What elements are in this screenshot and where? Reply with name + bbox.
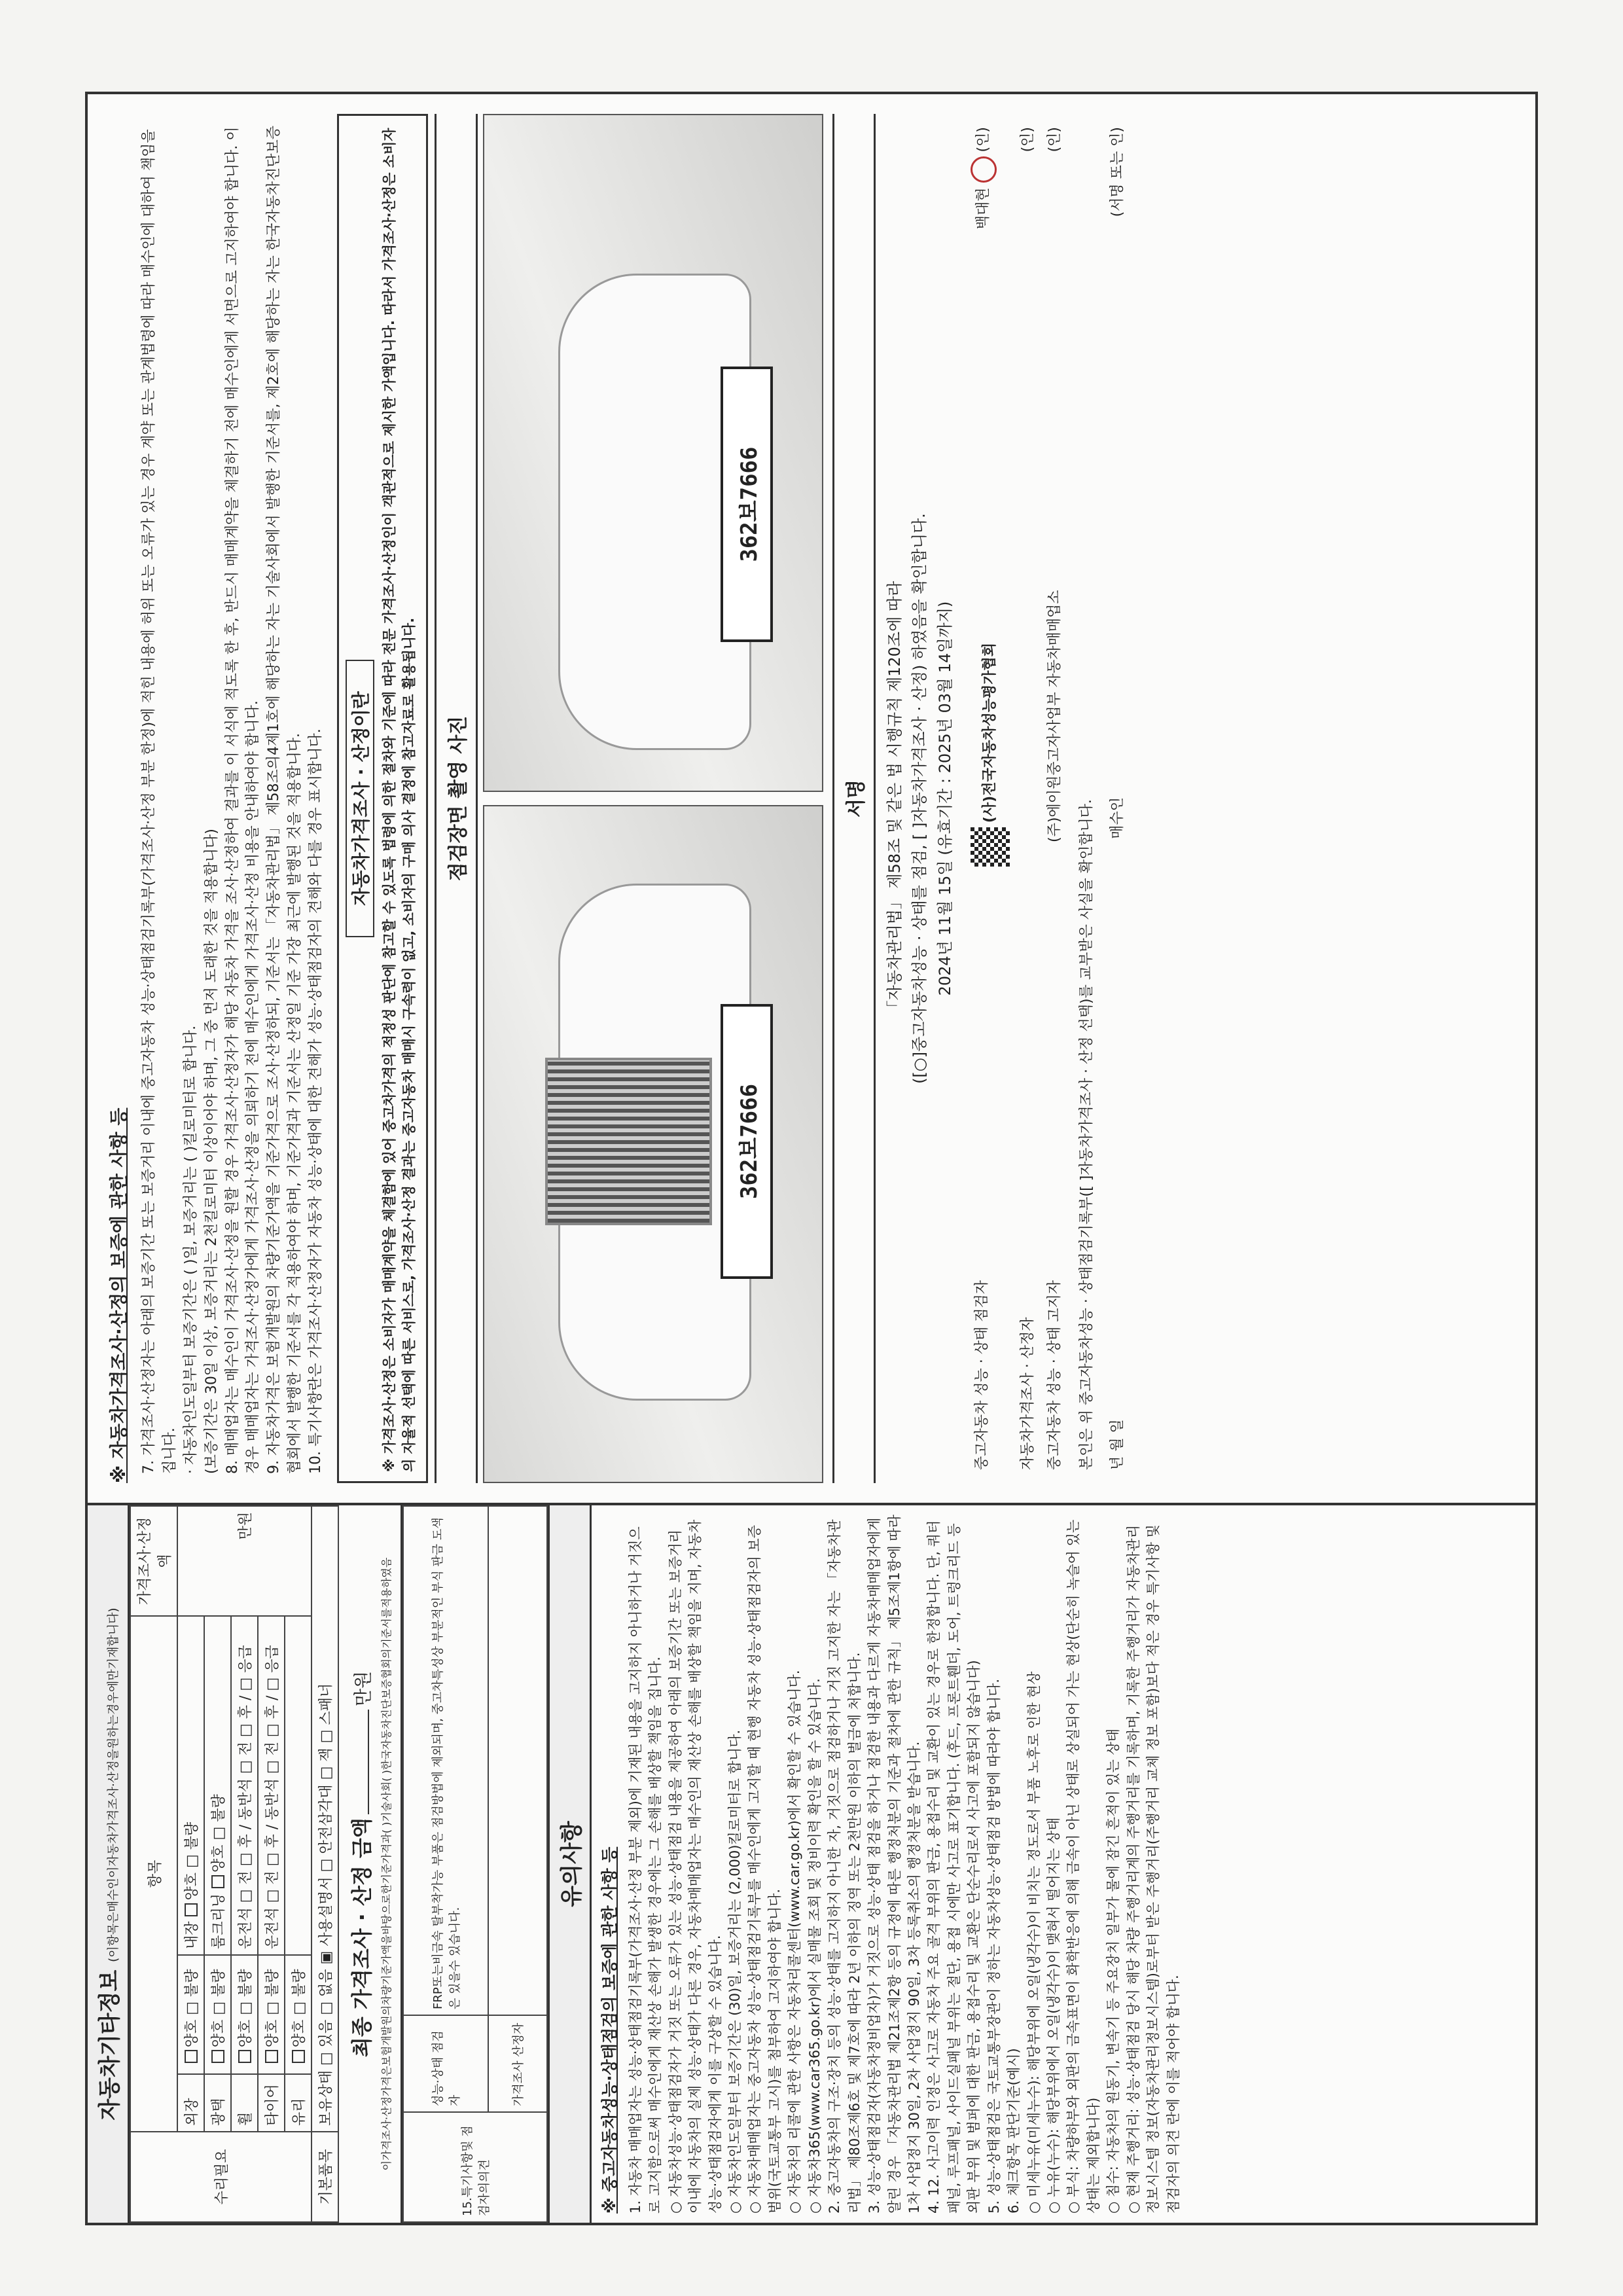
- row-label: 휠: [231, 2074, 258, 2132]
- row-options: [204, 1955, 231, 2074]
- row-label: 외장: [177, 2074, 204, 2132]
- notice-title: 유의사항: [548, 1505, 592, 2223]
- notice-item: 2. 중고자동차의 구조·장치 등의 성능·상태를 고지하지 아니한 자, 거짓으로 점검하거나 거짓 고지한 자는 「자동차관리법」 제80조제6호 및 제7호에 따라 2년 이하의 징역 또는 2천만원 이하의 벌금에 처합니다.: [827, 1519, 863, 2214]
- other-info-table: [130, 1505, 339, 2223]
- price-cell[interactable]: [177, 1506, 312, 1616]
- confirm-line: 본인은 위 중고자동차성능 · 상태점검기록부([ ]자동차가격조사 · 산정 선택)를 교부받은 사실을 확인합니다.: [1079, 799, 1096, 1470]
- signer-mark[interactable]: (인): [1046, 127, 1063, 152]
- row-options-text: 양호 □ 불량: [291, 1969, 308, 2048]
- final-price-title: 최종 가격조사 · 산정 금액: [349, 1818, 374, 2058]
- notice-item: 1. 자동차 매매업자는 성능·상태점검기록부(가격조사·산정 부분 제외)에 기재된 내용을 고지하지 아니하거나 거짓으로 고지함으로써 매수인에게 재산상 손해가 발생한 경우에는 그 손해를 배상할 책임을 집니다.: [627, 1526, 664, 2214]
- notice-item: ○ 자동차인도일부터 보증기간은 (30)일, 보증거리는 (2,000)킬로미터로 합니다.: [727, 1729, 743, 2214]
- org-name-text: (사)전국자동차성능평가협회: [982, 643, 999, 823]
- row-options: [231, 1955, 258, 2074]
- notice-item: ○ 자동차매매업자는 중고자동차 성능·상태점검기록부를 매수인에게 고지할 때 현행 자동차 성능·상태점검자의 보증범위(국토교통부 고시)를 첨부하여 고지하여야 합니다.: [747, 1525, 783, 2214]
- guarantee-item: 7. 가격조사·산정자는 아래의 보증기간 또는 보증거리 이내에 중고자동차 성능·상태점검기록부(가격조사·산정 부분 한정)에 적힌 내용에 허위 또는 오류가 있는 경우 계약 또는 관계법령에 따라 매수인에 대하여 책임을 집니다.: [141, 129, 178, 1474]
- checkbox[interactable]: [238, 2050, 251, 2063]
- photos-title: 점검장면 촬영 사진: [435, 114, 478, 1483]
- row-options-text: 양호 □ 불량: [211, 1969, 227, 2048]
- guarantee-item: 10. 특기사항란은 가격조사·산정자가 자동차 성능·상태에 대한 견해가 성능·상태점검자의 견해와 다를 경우 표시합니다.: [308, 728, 325, 1474]
- license-plate: 362보7666: [721, 1004, 773, 1280]
- row-options-text: 양호 □ 불량: [264, 1969, 281, 2048]
- row-options: [177, 1955, 204, 2074]
- date-blank[interactable]: 년 월 일: [1109, 1419, 1126, 1470]
- row-mid-options: 양호 □ 불량: [211, 1794, 227, 1873]
- row-mid: [204, 1616, 231, 1955]
- license-plate: 362보7666: [721, 367, 773, 642]
- notice-item: ○ 현재 주행거리: 성능·상태점검 당시 해당 차량 주행거리계의 주행거리를 기록하며, 기록한 주행거리가 자동차관리정보시스템 정보(자동차관리정보시스템)로부터 받은 주행거리(주행거리 교체 정보 포함)보다 적은 경우 특기사항 및 점검자의 의견 란에 이를 적어야 합니다.: [1125, 1524, 1181, 2214]
- row-mid: 운전석 □ 전 □ 후 / 동반석 □ 전 □ 후 / □ 응급: [258, 1616, 285, 1955]
- choice-line: ([○]중고자동차성능 · 상태를 점검, [ ]자동차가격조사 · 산정) 하였음을 확인합니다.: [910, 513, 929, 1084]
- notice-item: 3. 성능·상태점검자(자동차정비업자)가 거짓으로 성능·상태 점검을 하거나 점검한 내용과 다르게 자동차매매업자에게 알린 경우 「자동차관리법 제21조제2항 등의 규정에 따른 행정처분의 기준과 절차에 관한 규칙」 제5조제1항에 따라 1차 사업정지 30일, 2차 사업정지 90일, 3차 등록취소의 행정처분을 받습니다.: [866, 1515, 922, 2214]
- checkbox[interactable]: [211, 2050, 224, 2063]
- left-panel: [88, 1503, 1535, 2223]
- price-info-text: ※ 가격조사·산정은 소비자가 매매계약을 체결함에 있어 중고차가격의 적정성 판단에 참고할 수 있도록 법령에 의한 절차와 기준에 따라 전문 가격조사·산정인이 객관적으로 제시한 가액입니다. 따라서 가격조사·산정은 소비자의 자율적 선택에 따른 서비스로, 가격조사·산정 결과는 중고자동차 매매시 구속력이 없고, 소비자의 구매 의사 결정에 참고자료로 활용됩니다.: [382, 128, 418, 1472]
- notice-item: ○ 자동차365(www.car365.go.kr)에서 실매물 조회 및 정비이력 확인을 할 수 있습니다.: [806, 1678, 823, 2214]
- row-label: 광택: [204, 2074, 231, 2132]
- notice-heading: ※ 중고자동차성능·상태점검의 보증에 관한 사항 등: [599, 1846, 619, 2214]
- notice-body: [592, 1505, 1188, 2223]
- guarantee-item: · 자동차인도일부터 보증기간은 ( )일, 보증거리는 ( )킬로미터로 합니다.: [182, 1025, 199, 1474]
- opinion-sub2: 가격조사 산정자: [488, 2015, 547, 2112]
- notice-item: ○ 미세누유(미세누수): 해당부위에 오일(냉각수)이 비치는 정도로서 부품 노후로 인한 현상: [1026, 1671, 1042, 2214]
- opinion-table: [402, 1505, 548, 2223]
- signer-row: [971, 127, 1010, 1470]
- inspection-form-sheet: [85, 92, 1538, 2225]
- row-mid: 운전석 □ 전 □ 후 / 동반석 □ 전 □ 후 / □ 응급: [231, 1616, 258, 1955]
- row-mid: [177, 1616, 204, 1955]
- checkbox[interactable]: [292, 2050, 305, 2063]
- row-options: [258, 1955, 285, 2074]
- row-mid: [285, 1616, 312, 1955]
- signature-title: 서명: [832, 114, 876, 1483]
- row-mid-label: 내장: [184, 1921, 200, 1950]
- checkbox[interactable]: [185, 1903, 198, 1916]
- basic-row: 보유상태 □ 있음 □ 없음 ▣ 사용설명서 □ 안전삼각대 □ 잭 □ 스패너: [312, 1506, 338, 2132]
- row-mid-label: 룸크리닝: [211, 1893, 227, 1950]
- law-line: 「자동차관리법」 제58조 및 같은 법 시행규칙 제120조에 따라: [885, 581, 904, 1016]
- final-price: [339, 1505, 402, 2223]
- final-price-unit: 만원: [352, 1670, 374, 1707]
- opinion-text[interactable]: FRP또는비금속 탈부착가능 부품은 점검방법에 제외되며, 중고차특성상 부분적인 부식 판금 도색은 있을수 있습니다.: [403, 1506, 488, 2015]
- price-guarantee-heading: ※ 자동차가격조사·산정의 보증에 관한 사항 등: [108, 1107, 130, 1483]
- signer-role: 중고자동차 성능 · 상태 고지자: [1046, 1280, 1063, 1470]
- guarantee-item: 8. 매매업자는 매수인이 가격조사·산정을 원할 경우 가격조사·산정자가 해당 자동차 가격을 조사·산정하여 결과를 이 서식에 적도록 한 후, 반드시 매매계약을 체결하기 전에 매수인에게 서면으로 고지하여야 합니다. 이 경우 매매업자는 가격조사·산정가에게 가격조사·산정을 의뢰하기 전에 매수인에게 가격조사·산정 비용을 안내하여야 합니다.: [224, 126, 262, 1474]
- qr-code-icon: [971, 827, 1010, 867]
- guarantee-item: (보증기간은 30일 이상, 보증거리는 2천킬로미터 이상이어야 하며, 그 중 먼저 도래한 것을 적용합니다): [203, 829, 220, 1474]
- org-name: [971, 643, 1010, 867]
- signer-name: 백대현: [975, 187, 992, 230]
- checkbox[interactable]: [211, 1875, 224, 1888]
- signer-mark[interactable]: (인): [1020, 127, 1037, 152]
- guarantee-item: 9. 자동차가격은 보험개발원의 차량기준가액을 기준가격으로 조사·산정하되, 기준서는 「자동차관리법」 제58조의4제1호에 해당하는 자는 기술사회에서 발행한 기준서를, 제2호에 해당하는 자는 한국자동차진단보증협회에서 발행한 기준서를 각 적용하여야 하며, 기준가격과 기준서는 산정일 기준 가장 최근에 발행된 것을 적용합니다.: [266, 125, 304, 1474]
- price-info-box: [337, 114, 428, 1483]
- opinion-sub1: 성능·상태 점검자: [403, 2015, 488, 2112]
- final-price-value[interactable]: [368, 1710, 369, 1814]
- buyer-label: 매수인: [1109, 797, 1126, 839]
- notice-item: 6. 체크항목 판단기준(예시): [1006, 2048, 1022, 2214]
- price-info-title: 자동차가격조사 · 산정이란: [346, 660, 374, 937]
- checkbox[interactable]: [265, 2050, 278, 2063]
- row-options-text: 양호 □ 불량: [238, 1969, 254, 2048]
- date-line: 2024년 11월 15일 (유효기간 : 2025년 03월 14일까지): [935, 601, 954, 996]
- signer-name: (주)에이원중고자사업부 자동차매매업소: [1046, 590, 1063, 842]
- notice-item: ○ 자동차의 리콜에 관한 사항은 자동차리콜센터(www.car.go.kr)에서 확인할 수 있습니다.: [787, 1670, 803, 2214]
- checkbox[interactable]: [185, 2050, 198, 2063]
- notice-item: 5. 성능·상태점검은 국토교통부장관이 정하는 자동차성능·상태점검 방법에 따라야 합니다.: [986, 1678, 1002, 2214]
- other-info-note: (이항목은매수인이자동차가격조사·산정을원하는경우에만기재합니다): [107, 1607, 120, 1962]
- row-label: 유리: [285, 2074, 312, 2132]
- row-options-text: 양호 □ 불량: [184, 1969, 200, 2048]
- signer-mark[interactable]: (인): [975, 127, 992, 152]
- price-unit: 만원: [238, 1512, 254, 1540]
- signer-role: 자동차가격조사 · 산정자: [1020, 1317, 1037, 1470]
- notice-item: ○ 부식: 차량하부와 외판의 금속표면이 화학반응에 의해 금속이 아닌 상태로 상실되어 가는 현상(단순히 녹슬어 있는 상태는 제외합니다): [1065, 1519, 1101, 2214]
- car-grille: [545, 1058, 713, 1225]
- opinion-text-price[interactable]: [488, 1506, 547, 2015]
- signer-row: [1043, 127, 1063, 1470]
- item-header: 항목: [130, 1616, 177, 2132]
- price-header: 가격조사·산정액: [130, 1506, 177, 1616]
- signature-section: [876, 114, 957, 1483]
- signer-role: 중고자동차 성능 · 상태 점검자: [974, 1280, 991, 1470]
- opinion-label: 15.특기사항및 점검자의의견: [403, 2112, 547, 2222]
- row-exterior: [177, 1506, 204, 2222]
- buyer-sign[interactable]: (서명 또는 인): [1109, 127, 1126, 217]
- row-mid-options: 양호 □ 불량: [184, 1821, 200, 1901]
- car-photo-side: [483, 114, 823, 792]
- other-info-title: [88, 1505, 130, 2223]
- notice-item: ○ 침수: 자동차의 원동기, 변속기 등 주요장치 일부가 물에 잠긴 흔적이 있는 상태: [1105, 1728, 1122, 2214]
- signer-row: [1016, 127, 1037, 1470]
- car-photo-front: [483, 805, 823, 1483]
- seal-stamp-icon: [971, 156, 997, 183]
- buyer-row: [1106, 127, 1126, 1470]
- notice-item: 4. 12. 사고이력 인정은 사고로 자동차 주요 골격 부위의 판금, 용접수리 및 교환이 있는 경우로 한정합니다. 단, 쿼터패널, 루프패널, 사이드실패널 부위는 절단, 용접 시에만 사고로 표기합니다. (후드, 프론트휀더, 도어, 트렁크리드 등 외판 부위 및 범퍼에 대한 판금, 용접수리 및 교환은 단순수리로서 사고에 포함되지 않습니다): [926, 1520, 982, 2214]
- price-guarantee-items: [135, 114, 330, 1483]
- repair-label: 수리필요: [130, 2132, 312, 2222]
- other-info-title-text: 자동차기타정보: [97, 1969, 123, 2121]
- notice-item: ○ 누유(누수): 해당부위에서 오일(냉각수)이 맺혀서 떨어지는 상태: [1046, 1817, 1062, 2214]
- notice-item: ○ 자동차성능·상태점검자가 거짓 또는 오류가 있는 성능·상태점검 내용을 제공하여 아래의 보증기간 또는 보증거리 이내에 자동차의 실제 성능·상태가 다른 경우, 자동차매매업자는 매수인의 재산상 손해를 배상할 책임을 지며, 자동차성능·상태점검자에게 이를 구상할 수 있습니다.: [667, 1519, 723, 2214]
- row-options: [285, 1955, 312, 2074]
- row-basic: [312, 1506, 338, 2222]
- final-price-note: 이가격조사·산정가격은보험개발원의차량기준가액을바탕으로한기준가격과( )기술사회( )한국자동차진단보증협회의기준서를적용하였음: [380, 1557, 393, 2171]
- basic-label: 기본품목: [312, 2132, 338, 2222]
- inspection-photos: [483, 114, 823, 1483]
- right-panel: [88, 94, 1535, 1503]
- row-label: 타이어: [258, 2074, 285, 2132]
